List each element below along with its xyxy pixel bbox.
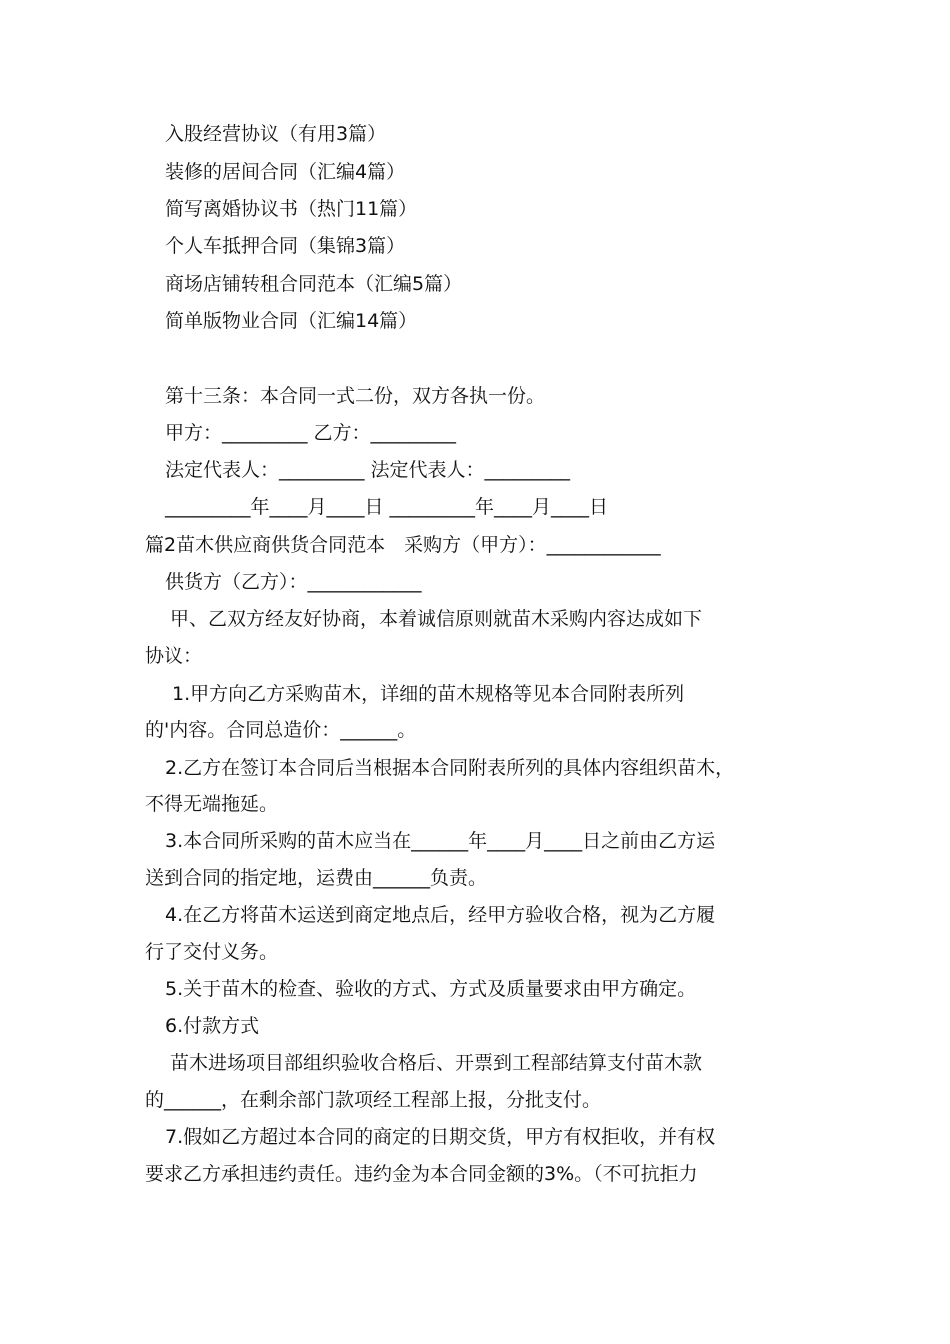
clause-2-line: 不得无端拖延。: [145, 793, 279, 815]
related-link[interactable]: 入股经营协议（有用3篇）: [165, 123, 387, 145]
related-link[interactable]: 个人车抵押合同（集锦3篇）: [165, 235, 406, 257]
signature-representatives: 法定代表人：_________ 法定代表人：_________: [165, 459, 571, 481]
clause-1-line: 1.甲方向乙方采购苗木，详细的苗木规格等见本合同附表所列: [172, 683, 685, 705]
clause-3-line: 送到合同的指定地，运费由______负责。: [145, 867, 488, 889]
intro-line: 甲、乙双方经友好协商，本着诚信原则就苗木采购内容达成如下: [170, 608, 703, 630]
related-link[interactable]: 简单版物业合同（汇编14篇）: [165, 310, 418, 332]
related-link[interactable]: 装修的居间合同（汇编4篇）: [165, 161, 406, 183]
clause-3-line: 3.本合同所采购的苗木应当在______年____月____日之前由乙方运: [165, 830, 716, 852]
related-link[interactable]: 商场店铺转租合同范本（汇编5篇）: [165, 273, 463, 295]
clause-4-line: 4.在乙方将苗木运送到商定地点后，经甲方验收合格，视为乙方履: [165, 904, 716, 926]
clause-7-line: 7.假如乙方超过本合同的商定的日期交货，甲方有权拒收，并有权: [165, 1126, 716, 1148]
article-13-clause: 第十三条：本合同一式二份，双方各执一份。: [165, 385, 546, 407]
clause-6-heading: 6.付款方式: [165, 1015, 260, 1037]
clause-1-line: 的'内容。合同总造价：______。: [145, 719, 417, 741]
clause-5-line: 5.关于苗木的检查、验收的方式、方式及质量要求由甲方确定。: [165, 978, 697, 1000]
signature-parties: 甲方：_________ 乙方：_________: [165, 422, 457, 444]
related-link[interactable]: 简写离婚协议书（热门11篇）: [165, 198, 418, 220]
clause-4-line: 行了交付义务。: [145, 941, 279, 963]
payment-line: 苗木进场项目部组织验收合格后、开票到工程部结算支付苗木款: [170, 1052, 703, 1074]
payment-line: 的______，在剩余部门款项经工程部上报，分批支付。: [145, 1089, 602, 1111]
contract-2-heading: 篇2苗木供应商供货合同范本 采购方（甲方）：____________: [145, 534, 661, 556]
clause-7-line: 要求乙方承担违约责任。违约金为本合同金额的3%。（不可抗拒力: [145, 1163, 698, 1185]
intro-line: 协议：: [145, 645, 203, 667]
signature-dates: _________年____月____日 _________年____月____日: [165, 496, 609, 518]
clause-2-line: 2.乙方在签订本合同后当根据本合同附表所列的具体内容组织苗木，: [165, 757, 735, 779]
supplier-line: 供货方（乙方）：____________: [165, 571, 422, 593]
